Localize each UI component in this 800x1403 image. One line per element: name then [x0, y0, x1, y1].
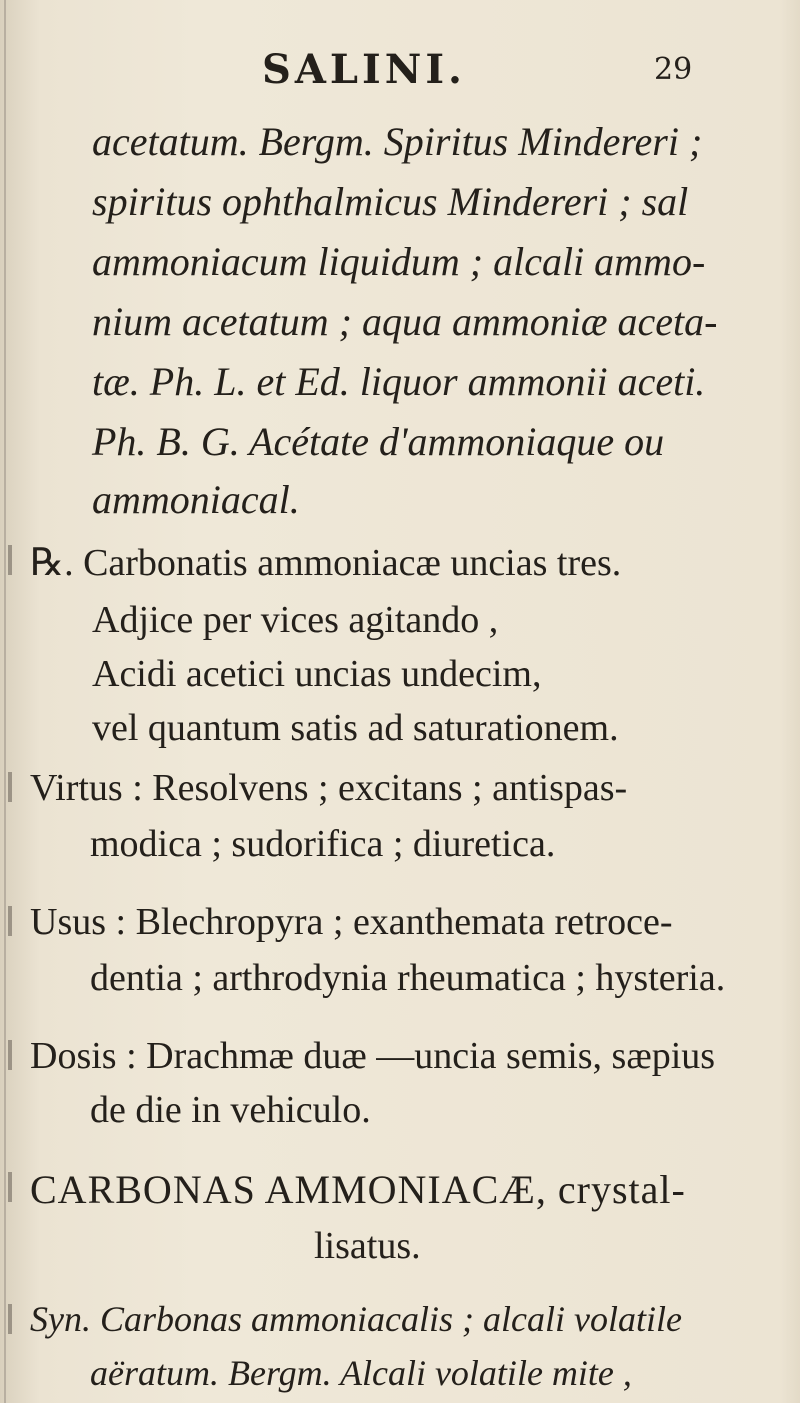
- margin-mark: [8, 545, 12, 575]
- virtus-line: Virtus : Resolvens ; excitans ; antispas-: [30, 767, 628, 809]
- recipe-line: Acidi acetici uncias undecim,: [92, 653, 542, 695]
- text-line: tæ. Ph. L. et Ed. liquor ammonii aceti.: [92, 359, 706, 404]
- text-line: ammoniacal.: [92, 477, 300, 522]
- page-number: 29: [654, 52, 693, 87]
- recipe-line: ℞. Carbonatis ammoniacæ uncias tres.: [30, 542, 622, 584]
- dosis-line: de die in vehiculo.: [90, 1089, 371, 1131]
- margin-mark: [8, 1040, 12, 1070]
- text-line: Ph. B. G. Acétate d'ammoniaque ou: [92, 419, 665, 464]
- recipe-line: vel quantum satis ad saturationem.: [92, 707, 619, 749]
- text-line: ammoniacum liquidum ; alcali ammo-: [92, 239, 706, 284]
- usus-line: dentia ; arthrodynia rheumatica ; hysteria.: [90, 957, 726, 999]
- running-head: SALINI.: [262, 46, 466, 93]
- margin-mark: [8, 1172, 12, 1202]
- virtus-line: modica ; sudorifica ; diuretica.: [90, 823, 556, 865]
- text-line: spiritus ophthalmicus Mindereri ; sal: [92, 179, 689, 224]
- margin-mark: [8, 906, 12, 936]
- entry-heading-continued: lisatus.: [314, 1225, 421, 1267]
- gutter-line: [4, 0, 6, 1403]
- margin-mark: [8, 772, 12, 802]
- synonym-line: Syn. Carbonas ammoniacalis ; alcali volatile: [30, 1299, 682, 1339]
- dosis-line: Dosis : Drachmæ duæ —uncia semis, sæpius: [30, 1035, 716, 1077]
- text-line: acetatum. Bergm. Spiritus Mindereri ;: [92, 119, 703, 164]
- synonym-line: aëratum. Bergm. Alcali volatile mite ,: [90, 1353, 632, 1393]
- recipe-line: Adjice per vices agitando ,: [92, 599, 499, 641]
- entry-heading: CARBONAS AMMONIACÆ, crystal-: [30, 1167, 686, 1212]
- page-header: [0, 40, 800, 100]
- margin-mark: [8, 1304, 12, 1334]
- usus-line: Usus : Blechropyra ; exanthemata retroce-: [30, 901, 673, 943]
- text-line: nium acetatum ; aqua ammoniæ aceta-: [92, 299, 718, 344]
